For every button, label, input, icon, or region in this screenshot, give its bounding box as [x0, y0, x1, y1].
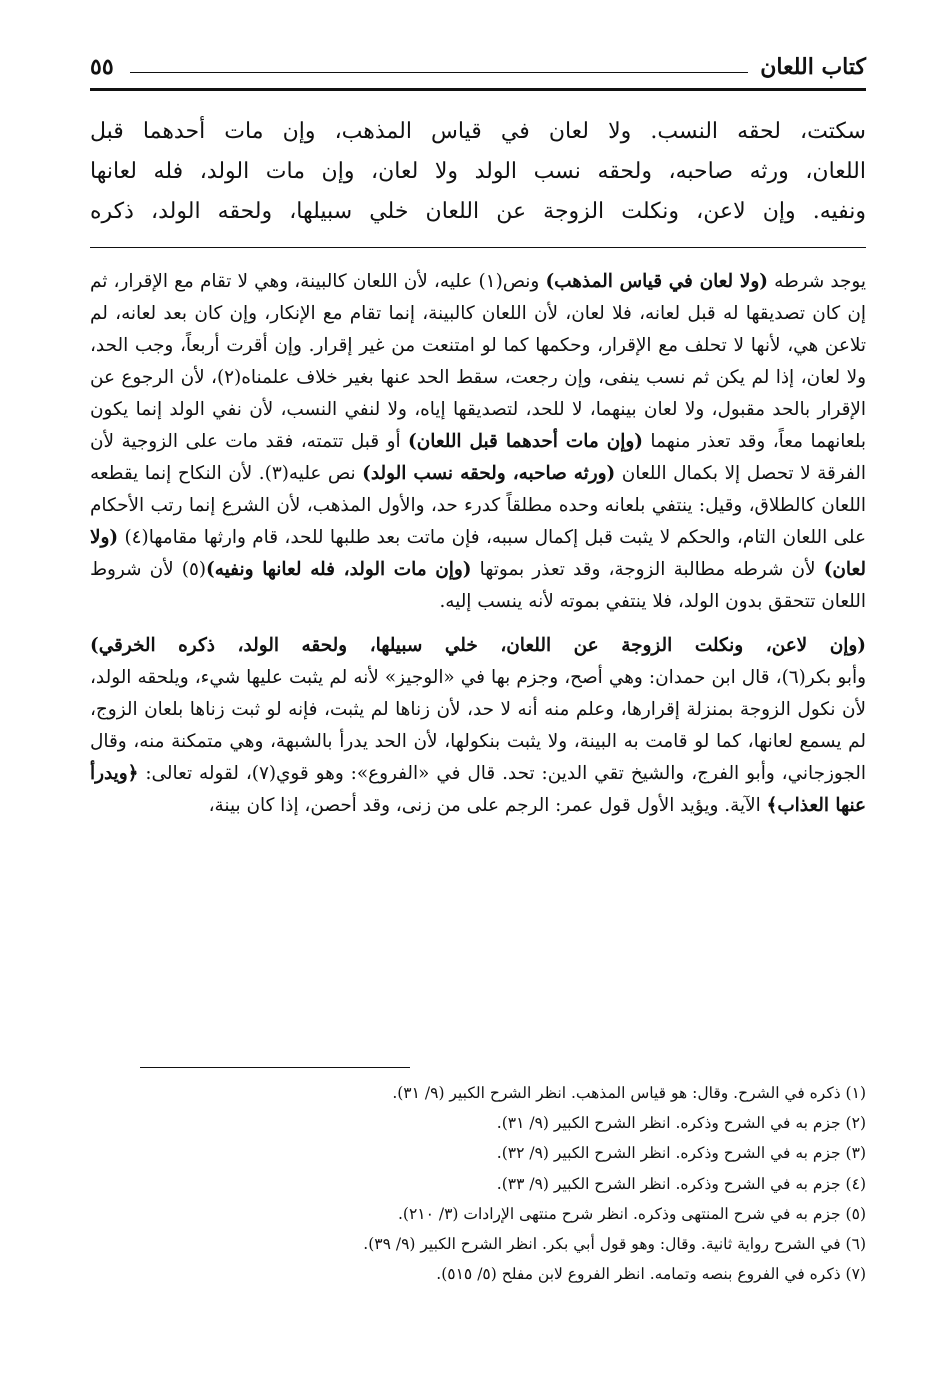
commentary-text: أو قبل تتمته، فقد مات على الزوجية لأن الفرقة لا تحصل إلا بكمال اللعان	[90, 431, 866, 484]
header-rule	[130, 72, 748, 73]
footnote: (٥) جزم به في شرح المنتهى وذكره. انظر شرح منتهى الإرادات (٣/ ٢١٠).	[397, 1204, 866, 1223]
chapter-title: كتاب اللعان	[760, 54, 866, 80]
footnote: (٧) ذكره في الفروع بنصه وتمامه. انظر الفروع لابن مفلح (٥/ ٥١٥).	[436, 1265, 866, 1284]
book-page	[90, 0, 866, 1375]
commentary-text: ونص(١) عليه، لأن اللعان كالبينة، وهي لا تقام مع الإقرار، ثم إن كان تصديقها له قبل لعانه، فلا لعان، لأن اللعان كالبينة، إنما تقام مع الإنكار، وإن كان بعد لعانه، لم تلاعن هي، لأنها لا تحلف مع الإقرار، وحكمها كما لو امتنعت من غير إقرار. وإن أقرت أربعاً، وجب الحد، ولا لعان، إذا لم يكن ثم نسب ينفى، وإن رجعت، سقط الحد عنها بغير خلاف علمناه(٢)، لأن الرجوع عن الإقرار بالحد مقبول، ولا لعان بينهما، لا للحد، لتصديقها إياه، ولا لنفي النسب، لأن نفي الولد إنما يكون بلعانهما معاً، وقد تعذر منهما	[90, 271, 866, 452]
footnote-rule	[140, 1067, 410, 1068]
matn-line: ونفيه. وإن لاعن، ونكلت الزوجة عن اللعان خلي سبيلها، ولحقه الولد، ذكره	[90, 199, 866, 224]
matn-sharh-separator	[90, 247, 866, 248]
header-divider	[90, 88, 866, 91]
commentary-text: يوجد شرطه	[767, 271, 866, 292]
matn-text	[90, 112, 866, 232]
matn-line: اللعان، ورثه صاحبه، ولحقه نسب الولد ولا لعان، وإن مات الولد، فله لعانها	[90, 159, 866, 184]
page-number: ٥٥	[90, 54, 114, 80]
commentary-text: وأبو بكر(٦)، قال ابن حمدان: وهي أصح، وجزم بها في «الوجيز» لأنه لم يثبت عليها شيء، ويلحقه الولد، لأن نكول الزوجة بمنزلة إقرارها، وعلم منه أنه لا حد، لأن زناها لم يثبت، فإنه لو ثبت زناها بلعان الزوج، لم يسمع لعانها، كما لو قامت به البينة، ولا يثبت بنكولها، لأن الحد يدرأ بالشبهة، وهي متمكنة منه، وقال الجوزجاني، وأبو الفرج، والشيخ تقي الدين: تحد. قال في «الفروع»: وهو قوي(٧)، لقوله تعالى:	[90, 667, 866, 784]
footnote: (٢) جزم به في الشرح وذكره. انظر الشرح الكبير (٩/ ٣١).	[496, 1114, 866, 1133]
commentary	[90, 266, 866, 822]
footnote: (٣) جزم به في الشرح وذكره. انظر الشرح الكبير (٩/ ٣٢).	[496, 1144, 866, 1163]
commentary-text: (٥) لأن شروط اللعان تتحقق بدون الولد، فلا ينتفي بموته لأنه ينسب إليه.	[90, 559, 866, 612]
commentary-paragraph	[90, 630, 866, 822]
quoted-matn: (ورثه صاحبه، ولحقه نسب الولد)	[362, 463, 616, 484]
quoted-matn: (ولا لعان في قياس المذهب)	[545, 271, 768, 292]
footnote: (٤) جزم به في الشرح وذكره. انظر الشرح الكبير (٩/ ٣٣).	[496, 1174, 866, 1193]
commentary-paragraph	[90, 266, 866, 618]
quran-quote: ﴿ويدرأ عنها العذاب﴾	[90, 763, 866, 816]
commentary-text: نص عليه(٣). لأن النكاح إنما يقطعه اللعان كالطلاق، وقيل: ينتفي بلعانه وحده مطلقاً كدرء حد، والأول المذهب، لأن الشرع إنما رتب الأحكام على اللعان التام، والحكم لا يثبت قبل إكمال سببه، فإن ماتت بعد طلبها للحد، قام وارثها مقامها(٤)	[90, 463, 866, 548]
commentary-text: لأن شرطه مطالبة الزوجة، وقد تعذر بموتها	[471, 559, 824, 580]
footnote: (١) ذكره في الشرح. وقال: هو قياس المذهب. انظر الشرح الكبير (٩/ ٣١).	[392, 1084, 866, 1102]
quoted-matn: (ولا لعان)	[90, 527, 866, 580]
footnotes	[90, 1078, 866, 1289]
commentary-text: الآية. ويؤيد الأول قول عمر: الرجم على من زنى، وقد أحصن، إذا كان بينة،	[208, 795, 767, 816]
quoted-matn: (وإن مات أحدهما قبل اللعان)	[408, 431, 643, 452]
quoted-matn: (وإن مات الولد، فله لعانها ونفيه)	[206, 559, 472, 580]
matn-line: سكتت، لحقه النسب. ولا لعان في قياس المذهب، وإن مات أحدهما قبل	[90, 119, 866, 144]
quoted-matn: (وإن لاعن، ونكلت الزوجة عن اللعان، خلي سبيلها، ولحقه الولد، ذكره الخرقي)	[90, 635, 866, 656]
running-header	[90, 54, 866, 90]
footnote: (٦) في الشرح رواية ثانية. وقال: وهو قول أبي بكر. انظر الشرح الكبير (٩/ ٣٩).	[363, 1235, 866, 1254]
